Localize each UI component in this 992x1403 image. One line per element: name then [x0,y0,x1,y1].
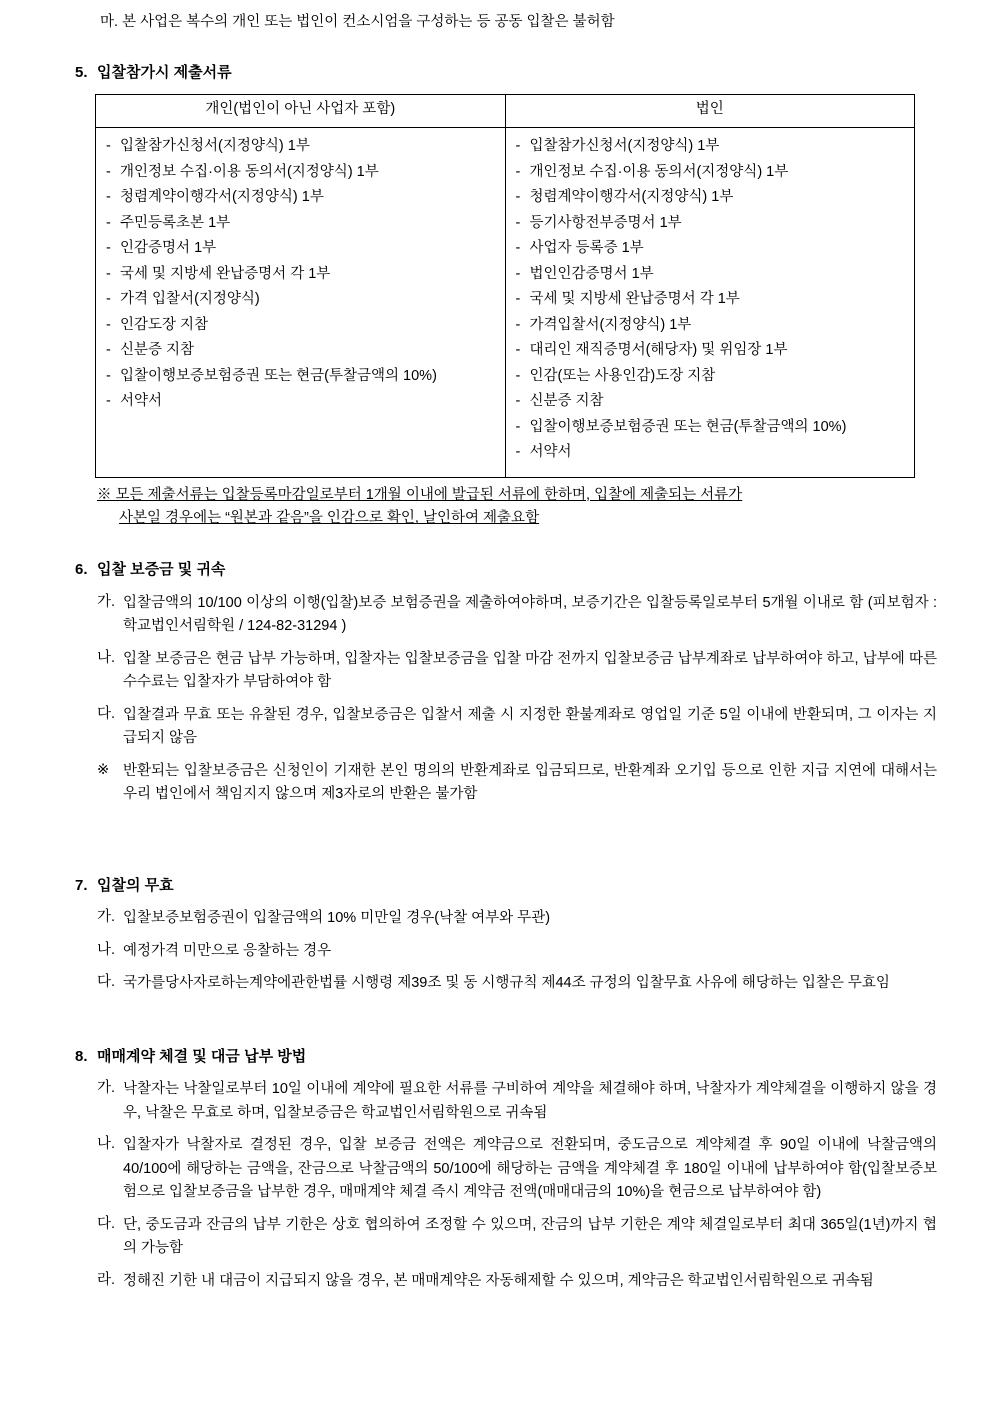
section-6-heading [75,559,922,582]
item-text: 정해진 기한 내 대금이 지급되지 않을 경우, 본 매매계약은 자동해제할 수 있으며, 계약금은 학교법인서림학원으로 귀속됨 [123,1272,874,1289]
section-5-heading [75,62,922,85]
list-item: - 대리인 재직증명서(해당자) 및 위임장 1부 [516,339,905,362]
list-item: - 인감증명서 1부 [106,237,495,260]
section-5-title: 입찰참가시 제출서류 [97,63,232,81]
item-text: 단, 중도금과 잔금의 납부 기한은 상호 협의하여 조정할 수 있으며, 잔금의 납부 기한은 계약 체결일로부터 최대 365일(1년)까지 협의 가능함 [123,1216,937,1257]
list-item: - 입찰이행보증보험증권 또는 현금(투찰금액의 10%) [516,416,905,439]
list-item: - 가격 입찰서(지정양식) [106,288,495,311]
item-marker: 가. [97,1080,116,1097]
list-item [97,907,937,930]
item-text: 입찰결과 무효 또는 유찰된 경우, 입찰보증금은 입찰서 제출 시 지정한 환불계좌로 영업일 기준 5일 이내에 반환되며, 그 이자는 지급되지 않음 [123,706,937,747]
section-6-number: 6. [75,561,88,579]
list-item-note [97,760,937,807]
item-text: 입찰 보증금은 현금 납부 가능하며, 입찰자는 입찰보증금을 입찰 마감 전까지 입찰보증금 납부계좌로 납부하여야 하고, 납부에 따른 수수료는 입찰자가 부담하여야 함 [123,650,937,691]
item-marker: ※ [97,761,110,778]
table-footnote [97,484,917,532]
corporation-document-list [516,135,905,464]
list-item: - 입찰참가신청서(지정양식) 1부 [106,135,495,158]
item-marker: 가. [97,909,116,926]
list-item: - 입찰이행보증보험증권 또는 현금(투찰금액의 10%) [106,365,495,388]
list-item: - 국세 및 지방세 완납증명서 각 1부 [106,263,495,286]
list-item [97,1078,937,1125]
table-footnote-line-1: ※ 모든 제출서류는 입찰등록마감일로부터 1개월 이내에 발급된 서류에 한하며, 입찰에 제출되는 서류가 [97,486,743,503]
list-item: - 입찰참가신청서(지정양식) 1부 [516,135,905,158]
list-item [97,1214,937,1261]
table-header-individual: 개인(법인이 아닌 사업자 포함) [96,95,506,128]
table-cell-individual [96,128,506,477]
item-marker: 다. [97,974,116,991]
intro-paragraph: 마. 본 사업은 복수의 개인 또는 법인이 컨소시엄을 구성하는 등 공동 입찰은 불허함 [100,14,615,30]
section-5-number: 5. [75,63,88,81]
item-text: 낙찰자는 낙찰일로부터 10일 이내에 계약에 필요한 서류를 구비하여 계약을 체결해야 하며, 낙찰자가 계약체결을 이행하지 않을 경우, 낙찰은 무효로 하며, 입찰보증금은 학교법인서림학원으로 귀속됨 [123,1081,937,1121]
table-header-corporation: 법인 [505,95,915,128]
list-item: - 주민등록초본 1부 [106,212,495,235]
list-item: - 신분증 지참 [516,390,905,413]
item-marker: 가. [97,593,116,610]
list-item: - 법인인감증명서 1부 [516,263,905,286]
item-text: 입찰금액의 10/100 이상의 이행(입찰)보증 보험증권을 제출하여야하며, 보증기간은 입찰등록일로부터 5개월 이내로 함 (피보험자 : 학교법인서림학원 / 124-82-31294 ) [123,594,937,635]
list-item: - 신분증 지참 [106,339,495,362]
table-row [96,128,915,477]
list-item: - 가격입찰서(지정양식) 1부 [516,314,905,337]
section-8-title: 매매계약 체결 및 대금 납부 방법 [97,1047,307,1065]
item-marker: 나. [97,941,116,958]
item-marker: 나. [97,649,116,666]
list-item [97,1134,937,1204]
submission-documents-table [95,94,915,477]
spacer [75,996,922,1018]
list-item: - 개인정보 수집·이용 동의서(지정양식) 1부 [516,161,905,184]
item-text: 예정가격 미만으로 응찰하는 경우 [123,942,332,959]
table-header-row [96,95,915,128]
table-footnote-line-2: 사본일 경우에는 “원본과 같음”을 인감으로 확인, 날인하여 제출요함 [119,510,540,527]
item-marker: 다. [97,705,116,722]
section-7-heading [75,875,922,898]
list-item [97,1270,937,1293]
list-item: - 등기사항전부증명서 1부 [516,212,905,235]
list-item: - 인감(또는 사용인감)도장 지참 [516,365,905,388]
item-text: 입찰자가 낙찰자로 결정된 경우, 입찰 보증금 전액은 계약금으로 전환되며, 중도금으로 계약체결 후 90일 이내에 낙찰금액의 40/100에 해당하는 금액을, 잔금으로 낙찰금액의 50/100에 해당하는 금액을 계약체결 후 180일 이내에 납부하여야 함(입찰보증보험으로 입찰보증금을 납부한 경우, 매매계약 체결 즉시 계약금 전액(매매대금의 10%)을 현금으로 납부하여야 함) [123,1137,937,1201]
spacer [75,807,922,847]
item-marker: 나. [97,1136,116,1153]
list-item [97,940,937,963]
item-text: 입찰보증보험증권이 입찰금액의 10% 미만일 경우(낙찰 여부와 무관) [123,910,551,927]
section-8-number: 8. [75,1047,88,1065]
list-item: - 인감도장 지참 [106,314,495,337]
item-text: 국가를당사자로하는계약에관한법률 시행령 제39조 및 동 시행규칙 제44조 규정의 입찰무효 사유에 해당하는 입찰은 무효임 [123,975,890,992]
item-marker: 다. [97,1215,116,1232]
list-item: - 서약서 [106,390,495,413]
list-item: - 국세 및 지방세 완납증명서 각 1부 [516,288,905,311]
section-6-title: 입찰 보증금 및 귀속 [97,561,226,579]
section-7-title: 입찰의 무효 [97,876,174,894]
list-item: - 사업자 등록증 1부 [516,237,905,260]
section-8-heading [75,1046,922,1069]
section-7-number: 7. [75,876,88,894]
list-item: - 청렴계약이행각서(지정양식) 1부 [106,186,495,209]
list-item: - 개인정보 수집·이용 동의서(지정양식) 1부 [106,161,495,184]
list-item [97,972,937,995]
item-marker: 라. [97,1271,116,1288]
individual-document-list [106,135,495,413]
item-text: 반환되는 입찰보증금은 신청인이 기재한 본인 명의의 반환계좌로 입금되므로, 반환계좌 오기입 등으로 인한 지급 지연에 대해서는 우리 법인에서 책임지지 않으며 제3자로의 반환은 불가함 [123,762,937,803]
table-cell-corporation [505,128,915,477]
list-item: - 청렴계약이행각서(지정양식) 1부 [516,186,905,209]
list-item [97,704,937,751]
list-item [97,648,937,695]
list-item: - 서약서 [516,441,905,464]
list-item [97,592,937,639]
